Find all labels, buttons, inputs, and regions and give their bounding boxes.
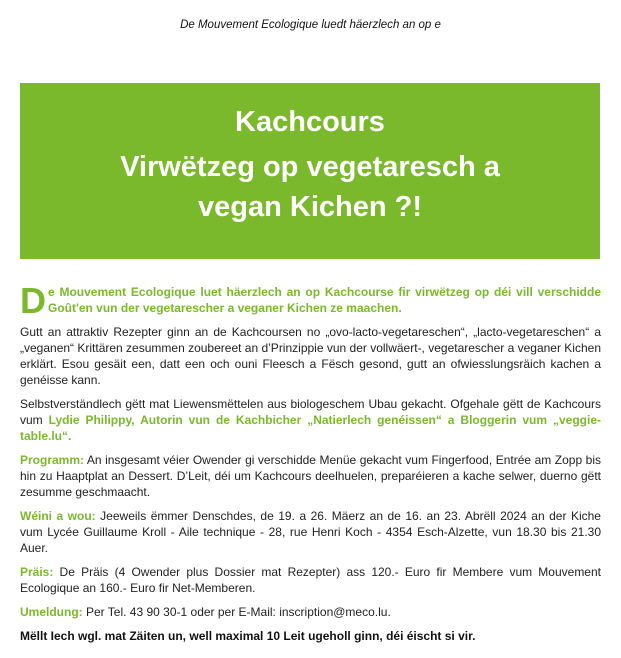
paragraph-organic-text: Selbstverständlech gëtt mat Liewensmëttelen aus biologeschem Ubau gekacht. Ofgehale gëtt de Kachcours vum [20,397,601,427]
when-where-label: Wéini a wou: [20,509,96,523]
registration-text: Per Tel. 43 90 30-1 oder per E-Mail: inscription@meco.lu. [82,605,391,619]
paragraph-recipes: Gutt an attraktiv Rezepter ginn an de Kachcoursen no „ovo-lacto-vegetareschen“, „lacto-vegetareschen“ a „veganen“ Krittären zesummen zoubereet an d’Prinzippie vun der vollwäert-, vegetarescher a veganer Kichen erklärt. Esou gesäit een, datt een och ouni Fleesch a Fësch gesond, gutt an ofwiesslungsräich kachen a genéisse kann. [20,325,601,387]
intro-paragraph [20,280,601,321]
paragraph-program [20,452,601,500]
intro-text: e Mouvement Ecologique luet häerzlech an op Kachcourse fir virwëtzeg op déi vill verschidde Goût'en vun der vegetarescher a veganer Kichen ze maachen. [48,285,601,315]
program-text: An insgesamt véier Owender gi verschidde Menüe gekacht vum Fingerfood, Entrée am Zopp bis hin zu Haaptplat an Dessert. D’Leit, déi um Kachcours deelhuelen, preparéieren a kache selwer, duerno gëtt zesumme geschmaacht. [20,453,601,499]
instructor-name: Lydie Philippy, Autorin vun de Kachbicher „Natierlech genéissen“ a Bloggerin vum „veggie-table.lu“. [20,413,601,443]
closing-note: Mëllt Iech wgl. mat Zäiten un, well maximal 10 Leit ugeholl ginn, déi éischt si vir. [20,629,476,643]
header-line: De Mouvement Ecologique luedt häerzlech an op e [180,19,441,31]
when-where-text: Jeeweils ëmmer Denschdes, de 19. a 26. Mäerz an de 16. an 23. Abrëll 2024 an der Kiche vum Lycée Guillaume Kroll - Aile technique - 28, rue Henri Koch - 4354 Esch-Alzette, vun 18.30 bis 21.30 Auer. [20,509,601,555]
price-text: De Präis (4 Owender plus Dossier mat Rezepter) ass 120.- Euro fir Membere vum Mouvement Ecologique an 160.- Euro fir Net-Memberen. [20,565,601,595]
registration-label: Umeldung: [20,605,83,619]
program-label: Programm: [20,453,85,467]
paragraph-organic [20,396,601,444]
price-label: Präis: [20,565,54,579]
paragraph-price [20,564,601,596]
drop-cap: D [20,280,46,321]
banner-subtitle-line1: Virwëtzeg op vegetaresch a [120,151,500,183]
paragraph-registration [20,604,601,620]
article-body [20,280,601,652]
paragraph-when-where [20,508,601,556]
banner-title: Kachcours [235,106,385,138]
banner-subtitle-line2: vegan Kichen ?! [198,191,422,223]
title-banner [20,83,600,259]
